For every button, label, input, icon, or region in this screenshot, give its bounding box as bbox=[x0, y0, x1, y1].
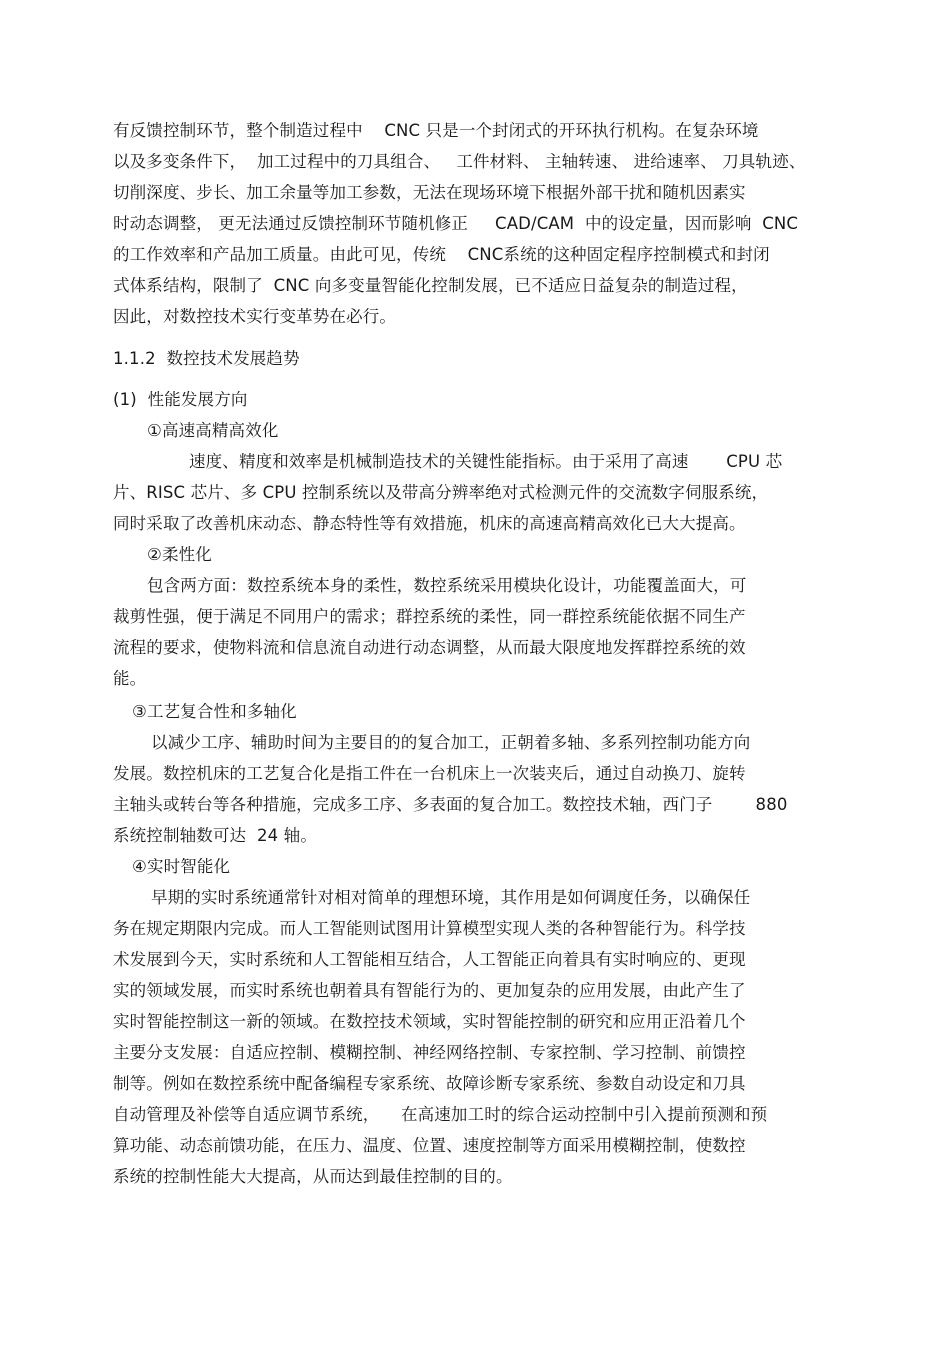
text-line: 算功能、动态前馈功能，在压力、温度、位置、速度控制等方面采用模糊控制，使数控 bbox=[113, 1136, 746, 1155]
text-line: 发展。数控机床的工艺复合化是指工件在一台机床上一次装夹后，通过自动换刀、旋转 bbox=[113, 764, 746, 783]
text-line: 流程的要求，使物料流和信息流自动进行动态调整，从而最大限度地发挥群控系统的效 bbox=[113, 638, 746, 657]
item-heading: ①高速高精高效化 bbox=[147, 421, 279, 440]
text-line: 包含两方面：数控系统本身的柔性，数控系统采用模块化设计，功能覆盖面大，可 bbox=[147, 576, 747, 595]
subsection-heading: (1) 性能发展方向 bbox=[113, 390, 248, 409]
text-line: 切削深度、步长、加工余量等加工参数，无法在现场环境下根据外部干扰和随机因素实 bbox=[113, 183, 746, 202]
text-line: 以及多变条件下， 加工过程中的刀具组合、 工件材料、 主轴转速、 进给速率、 刀具轨迹、 bbox=[113, 152, 806, 171]
text-line: 早期的实时系统通常针对相对简单的理想环境，其作用是如何调度任务，以确保任 bbox=[151, 888, 751, 907]
text-line: 务在规定期限内完成。而人工智能则试图用计算模型实现人类的各种智能行为。科学技 bbox=[113, 919, 746, 938]
text-line: 因此，对数控技术实行变革势在必行。 bbox=[113, 307, 397, 326]
item-heading: ③工艺复合性和多轴化 bbox=[132, 702, 297, 721]
text-line: 自动管理及补偿等自适应调节系统， 在高速加工时的综合运动控制中引入提前预测和预 bbox=[113, 1105, 768, 1124]
text-line: 能。 bbox=[113, 669, 147, 688]
text-line: 有反馈控制环节，整个制造过程中 CNC 只是一个封闭式的开环执行机构。在复杂环境 bbox=[113, 121, 759, 140]
item-heading: ②柔性化 bbox=[147, 545, 212, 564]
text-line: 实的领域发展，而实时系统也朝着具有智能行为的、更加复杂的应用发展，由此产生了 bbox=[113, 981, 746, 1000]
text-line: 的工作效率和产品加工质量。由此可见，传统 CNC系统的这种固定程序控制模式和封闭 bbox=[113, 245, 770, 264]
text-line: 系统的控制性能大大提高，从而达到最佳控制的目的。 bbox=[113, 1167, 513, 1186]
text-line: 片、RISC 芯片、多 CPU 控制系统以及带高分辨率绝对式检测元件的交流数字伺服系统， bbox=[113, 483, 769, 502]
text-line: 主轴头或转台等各种措施，完成多工序、多表面的复合加工。数控技术轴，西门子 880 bbox=[113, 795, 788, 814]
text-line: 速度、精度和效率是机械制造技术的关键性能指标。由于采用了高速 CPU 芯 bbox=[189, 452, 783, 471]
text-line: 制等。例如在数控系统中配备编程专家系统、故障诊断专家系统、参数自动设定和刀具 bbox=[113, 1074, 746, 1093]
text-line: 时动态调整， 更无法通过反馈控制环节随机修正 CAD/CAM 中的设定量，因而影响 CNC bbox=[113, 214, 799, 233]
text-line: 以减少工序、辅助时间为主要目的的复合加工，正朝着多轴、多系列控制功能方向 bbox=[151, 733, 751, 752]
text-line: 同时采取了改善机床动态、静态特性等有效措施，机床的高速高精高效化已大大提高。 bbox=[113, 514, 746, 533]
text-line: 实时智能控制这一新的领域。在数控技术领域，实时智能控制的研究和应用正沿着几个 bbox=[113, 1012, 746, 1031]
text-line: 系统控制轴数可达 24 轴。 bbox=[113, 826, 317, 845]
section-heading: 1.1.2 数控技术发展趋势 bbox=[113, 349, 300, 368]
text-line: 主要分支发展：自适应控制、模糊控制、神经网络控制、专家控制、学习控制、前馈控 bbox=[113, 1043, 746, 1062]
text-line: 式体系结构，限制了 CNC 向多变量智能化控制发展，已不适应日益复杂的制造过程， bbox=[113, 276, 748, 295]
text-line: 裁剪性强，便于满足不同用户的需求；群控系统的柔性，同一群控系统能依据不同生产 bbox=[113, 607, 746, 626]
item-heading: ④实时智能化 bbox=[132, 857, 231, 876]
text-line: 术发展到今天，实时系统和人工智能相互结合，人工智能正向着具有实时响应的、更现 bbox=[113, 950, 746, 969]
